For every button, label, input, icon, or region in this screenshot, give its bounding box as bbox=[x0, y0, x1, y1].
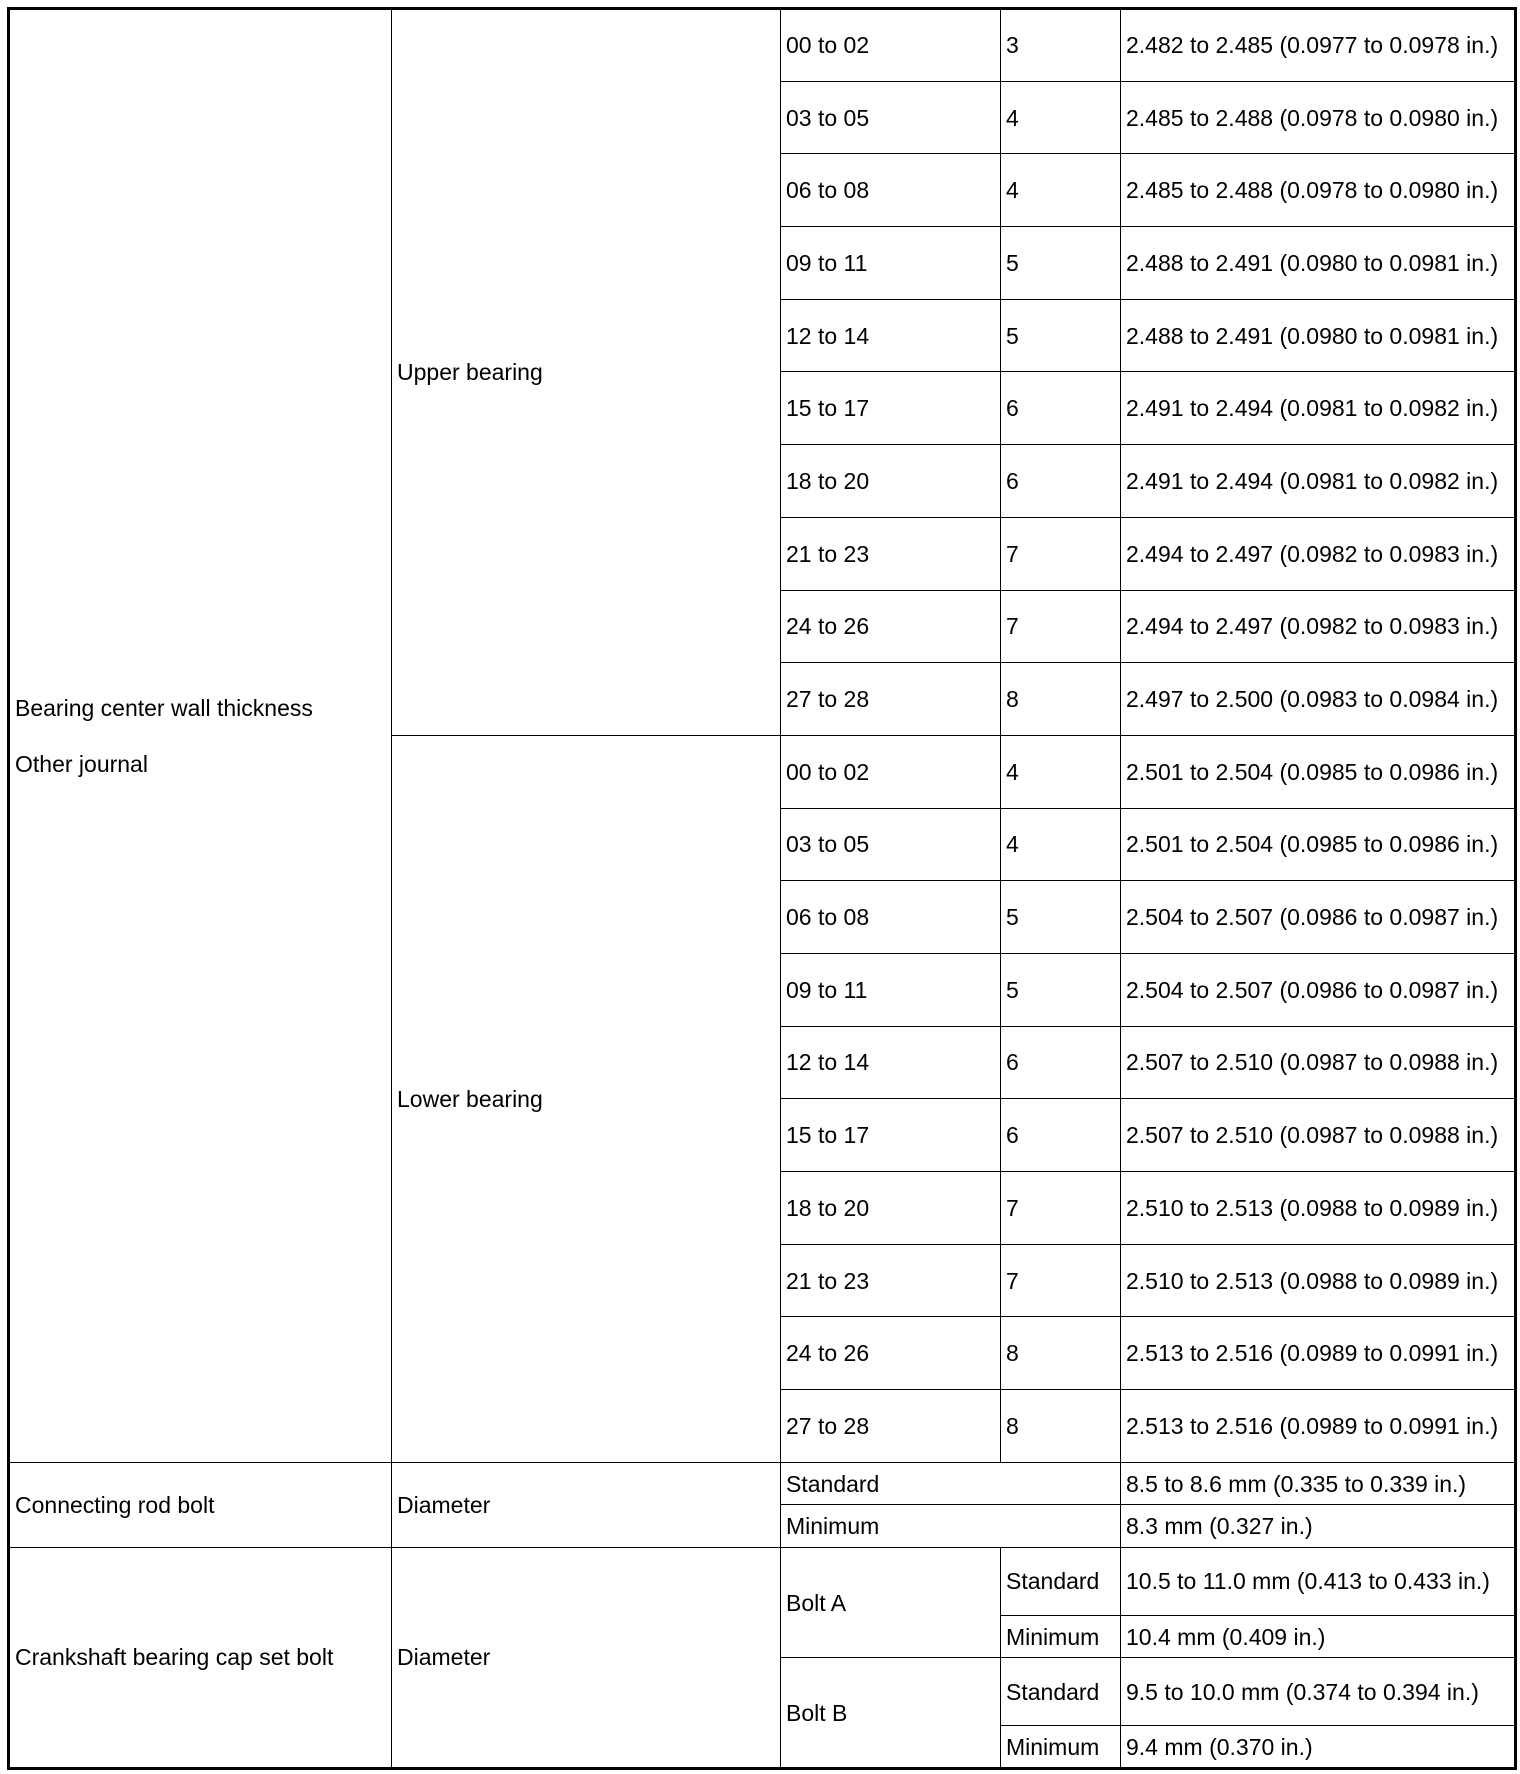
minimum-spec-cell: 9.4 mm (0.370 in.) bbox=[1121, 1726, 1516, 1769]
thickness-spec-cell: 2.488 to 2.491 (0.0980 to 0.0981 in.) bbox=[1121, 227, 1516, 300]
grade-cell: 4 bbox=[1001, 735, 1121, 808]
grade-cell: 5 bbox=[1001, 227, 1121, 300]
thickness-spec-cell: 2.501 to 2.504 (0.0985 to 0.0986 in.) bbox=[1121, 808, 1516, 881]
thickness-spec-cell: 2.513 to 2.516 (0.0989 to 0.0991 in.) bbox=[1121, 1317, 1516, 1390]
minimum-spec-cell: 10.4 mm (0.409 in.) bbox=[1121, 1615, 1516, 1658]
mark-code-cell: 15 to 17 bbox=[781, 372, 1001, 445]
mark-code-cell: 03 to 05 bbox=[781, 808, 1001, 881]
grade-cell: 8 bbox=[1001, 1390, 1121, 1463]
grade-cell: 5 bbox=[1001, 881, 1121, 954]
mark-code-cell: 15 to 17 bbox=[781, 1099, 1001, 1172]
thickness-spec-cell: 2.504 to 2.507 (0.0986 to 0.0987 in.) bbox=[1121, 881, 1516, 954]
thickness-spec-cell: 2.494 to 2.497 (0.0982 to 0.0983 in.) bbox=[1121, 517, 1516, 590]
mark-code-cell: 24 to 26 bbox=[781, 1317, 1001, 1390]
grade-cell: 6 bbox=[1001, 1026, 1121, 1099]
bearing-item-label: Bearing center wall thickness bbox=[15, 694, 313, 721]
spec-table bbox=[7, 7, 1517, 1770]
standard-spec-cell: 9.5 to 10.0 mm (0.374 to 0.394 in.) bbox=[1121, 1658, 1516, 1726]
mark-code-cell: 18 to 20 bbox=[781, 445, 1001, 518]
capbolt-item-cell: Crankshaft bearing cap set bolt bbox=[9, 1547, 392, 1768]
table-row bbox=[9, 9, 1516, 82]
grade-cell: 5 bbox=[1001, 299, 1121, 372]
mark-code-cell: 03 to 05 bbox=[781, 81, 1001, 154]
thickness-spec-cell: 2.510 to 2.513 (0.0988 to 0.0989 in.) bbox=[1121, 1172, 1516, 1245]
table-row bbox=[9, 1547, 1516, 1615]
mark-code-cell: 12 to 14 bbox=[781, 1026, 1001, 1099]
thickness-spec-cell: 2.507 to 2.510 (0.0987 to 0.0988 in.) bbox=[1121, 1026, 1516, 1099]
mark-code-cell: 00 to 02 bbox=[781, 735, 1001, 808]
mark-code-cell: 06 to 08 bbox=[781, 881, 1001, 954]
mark-code-cell: 12 to 14 bbox=[781, 299, 1001, 372]
mark-code-cell: 27 to 28 bbox=[781, 1390, 1001, 1463]
mark-code-cell: 21 to 23 bbox=[781, 1244, 1001, 1317]
grade-cell: 7 bbox=[1001, 1172, 1121, 1245]
conrod-minimum-label: Minimum bbox=[781, 1505, 1121, 1548]
grade-cell: 4 bbox=[1001, 81, 1121, 154]
mark-code-cell: 06 to 08 bbox=[781, 154, 1001, 227]
grade-cell: 7 bbox=[1001, 517, 1121, 590]
conrod-standard-spec: 8.5 to 8.6 mm (0.335 to 0.339 in.) bbox=[1121, 1462, 1516, 1505]
grade-cell: 7 bbox=[1001, 1244, 1121, 1317]
conrod-standard-label: Standard bbox=[781, 1462, 1121, 1505]
mark-code-cell: 00 to 02 bbox=[781, 9, 1001, 82]
mark-code-cell: 21 to 23 bbox=[781, 517, 1001, 590]
grade-cell: 8 bbox=[1001, 1317, 1121, 1390]
thickness-spec-cell: 2.510 to 2.513 (0.0988 to 0.0989 in.) bbox=[1121, 1244, 1516, 1317]
lower-bearing-label: Lower bearing bbox=[392, 735, 781, 1462]
minimum-label-cell: Minimum bbox=[1001, 1726, 1121, 1769]
thickness-spec-cell: 2.485 to 2.488 (0.0978 to 0.0980 in.) bbox=[1121, 154, 1516, 227]
mark-code-cell: 24 to 26 bbox=[781, 590, 1001, 663]
conrod-minimum-spec: 8.3 mm (0.327 in.) bbox=[1121, 1505, 1516, 1548]
thickness-spec-cell: 2.491 to 2.494 (0.0981 to 0.0982 in.) bbox=[1121, 445, 1516, 518]
thickness-spec-cell: 2.513 to 2.516 (0.0989 to 0.0991 in.) bbox=[1121, 1390, 1516, 1463]
upper-bearing-label: Upper bearing bbox=[392, 9, 781, 736]
standard-label-cell: Standard bbox=[1001, 1658, 1121, 1726]
grade-cell: 7 bbox=[1001, 590, 1121, 663]
conrod-measure-cell: Diameter bbox=[392, 1462, 781, 1547]
grade-cell: 6 bbox=[1001, 372, 1121, 445]
thickness-spec-cell: 2.504 to 2.507 (0.0986 to 0.0987 in.) bbox=[1121, 953, 1516, 1026]
thickness-spec-cell: 2.507 to 2.510 (0.0987 to 0.0988 in.) bbox=[1121, 1099, 1516, 1172]
mark-code-cell: 27 to 28 bbox=[781, 663, 1001, 736]
thickness-spec-cell: 2.482 to 2.485 (0.0977 to 0.0978 in.) bbox=[1121, 9, 1516, 82]
thickness-spec-cell: 2.485 to 2.488 (0.0978 to 0.0980 in.) bbox=[1121, 81, 1516, 154]
thickness-spec-cell: 2.497 to 2.500 (0.0983 to 0.0984 in.) bbox=[1121, 663, 1516, 736]
thickness-spec-cell: 2.501 to 2.504 (0.0985 to 0.0986 in.) bbox=[1121, 735, 1516, 808]
grade-cell: 6 bbox=[1001, 1099, 1121, 1172]
standard-spec-cell: 10.5 to 11.0 mm (0.413 to 0.433 in.) bbox=[1121, 1547, 1516, 1615]
mark-code-cell: 09 to 11 bbox=[781, 227, 1001, 300]
grade-cell: 8 bbox=[1001, 663, 1121, 736]
grade-cell: 3 bbox=[1001, 9, 1121, 82]
grade-cell: 4 bbox=[1001, 154, 1121, 227]
spec-table-body bbox=[9, 9, 1516, 1769]
mark-code-cell: 09 to 11 bbox=[781, 953, 1001, 1026]
thickness-spec-cell: 2.494 to 2.497 (0.0982 to 0.0983 in.) bbox=[1121, 590, 1516, 663]
thickness-spec-cell: 2.491 to 2.494 (0.0981 to 0.0982 in.) bbox=[1121, 372, 1516, 445]
bearing-item-cell bbox=[9, 9, 392, 1463]
mark-code-cell: 18 to 20 bbox=[781, 1172, 1001, 1245]
capbolt-measure-cell: Diameter bbox=[392, 1547, 781, 1768]
minimum-label-cell: Minimum bbox=[1001, 1615, 1121, 1658]
bolt-b-label: Bolt B bbox=[781, 1658, 1001, 1769]
grade-cell: 5 bbox=[1001, 953, 1121, 1026]
bolt-a-label: Bolt A bbox=[781, 1547, 1001, 1658]
conrod-item-cell: Connecting rod bolt bbox=[9, 1462, 392, 1547]
grade-cell: 6 bbox=[1001, 445, 1121, 518]
standard-label-cell: Standard bbox=[1001, 1547, 1121, 1615]
grade-cell: 4 bbox=[1001, 808, 1121, 881]
thickness-spec-cell: 2.488 to 2.491 (0.0980 to 0.0981 in.) bbox=[1121, 299, 1516, 372]
table-row bbox=[9, 1462, 1516, 1505]
bearing-journal-label: Other journal bbox=[15, 750, 148, 777]
